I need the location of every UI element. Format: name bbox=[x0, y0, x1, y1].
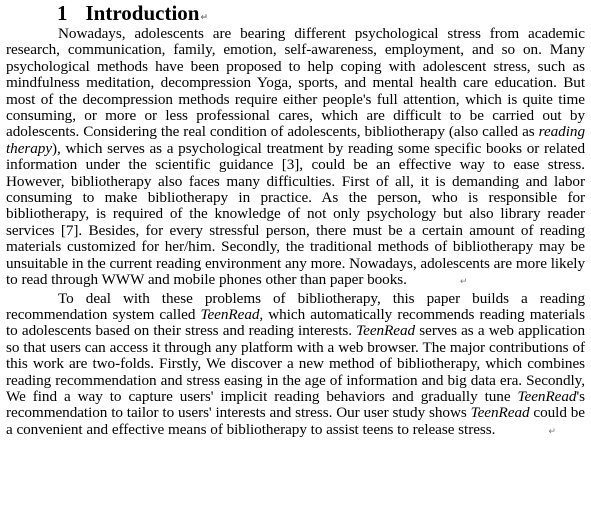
section-number: 1 bbox=[57, 1, 68, 25]
text-run: To deal with these problems of bibliotherapy, this paper builds a reading recommendation system called bbox=[6, 289, 585, 323]
paragraph-1 bbox=[6, 26, 585, 291]
text-run: 's recommendation to tailor to users' interests and stress. Our user study shows bbox=[6, 387, 585, 422]
text-run: ), which serves as a psychological treatment by reading some specific books or related information under the scientific guidance [3], could be an effective way to ease stress. However, bibliotherapy also faces many difficulties. First of all, it is demanding and labor consuming to make bibliotherapy in practice. As the person, who is responsible for bibliotherapy, is required of the knowledge of not only psychology but also library reader services [7]. Besides, for every stressful person, there must be a certain amount of reading materials customized for her/him. Secondly, the traditional methods of bibliotherapy may be unsuitable in the current reading environment any more. Nowadays, adolescents are more likely to read through WWW and mobile phones other than paper books. bbox=[6, 139, 585, 289]
paragraph-mark-icon: ↵ bbox=[459, 277, 468, 288]
italic-term: TeenRead bbox=[517, 387, 577, 405]
italic-term: TeenRead bbox=[470, 404, 530, 422]
italic-term: TeenRead bbox=[200, 305, 260, 323]
text-run: , which automatically recommends reading materials to adolescents based on their stress and reading interests. bbox=[6, 305, 585, 340]
section-title: Introduction bbox=[85, 1, 200, 25]
text-run: could be a convenient and effective means of bibliotherapy to assist teens to release stress. bbox=[6, 404, 585, 438]
text-run: Nowadays, adolescents are bearing different psychological stress from academic research, communication, family, emotion, self-awareness, employment, and so on. Many psychological methods have been proposed to help coping with adolescent stress, such as mindfulness meditation, decompression Yoga, sports, and mental health care education. But most of the decompression methods require either people's full attention, which is quite time consuming, or more or less professional cares, which are difficult to be carried out by adolescents. Considering the real condition of adolescents, bibliotherapy (also called as bbox=[6, 25, 585, 141]
paragraph-2 bbox=[6, 291, 585, 441]
italic-term: reading therapy bbox=[6, 123, 585, 157]
document-page bbox=[6, 0, 585, 440]
italic-term: TeenRead bbox=[356, 322, 416, 340]
text-run: serves as a web application so that users can access it through any platform with a web browser. The major contributions of this work are two-folds. Firstly, We discover a new method of bibliotherapy, which combines reading recommendation and stress easing in the age of information and big data era. Secondly, We find a way to capture users' implicit reading behaviors and gradually tune bbox=[6, 322, 585, 405]
paragraph-mark-icon: ↵ bbox=[548, 426, 556, 437]
paragraph-mark-icon: ↵ bbox=[200, 13, 209, 23]
section-heading bbox=[6, 0, 585, 26]
